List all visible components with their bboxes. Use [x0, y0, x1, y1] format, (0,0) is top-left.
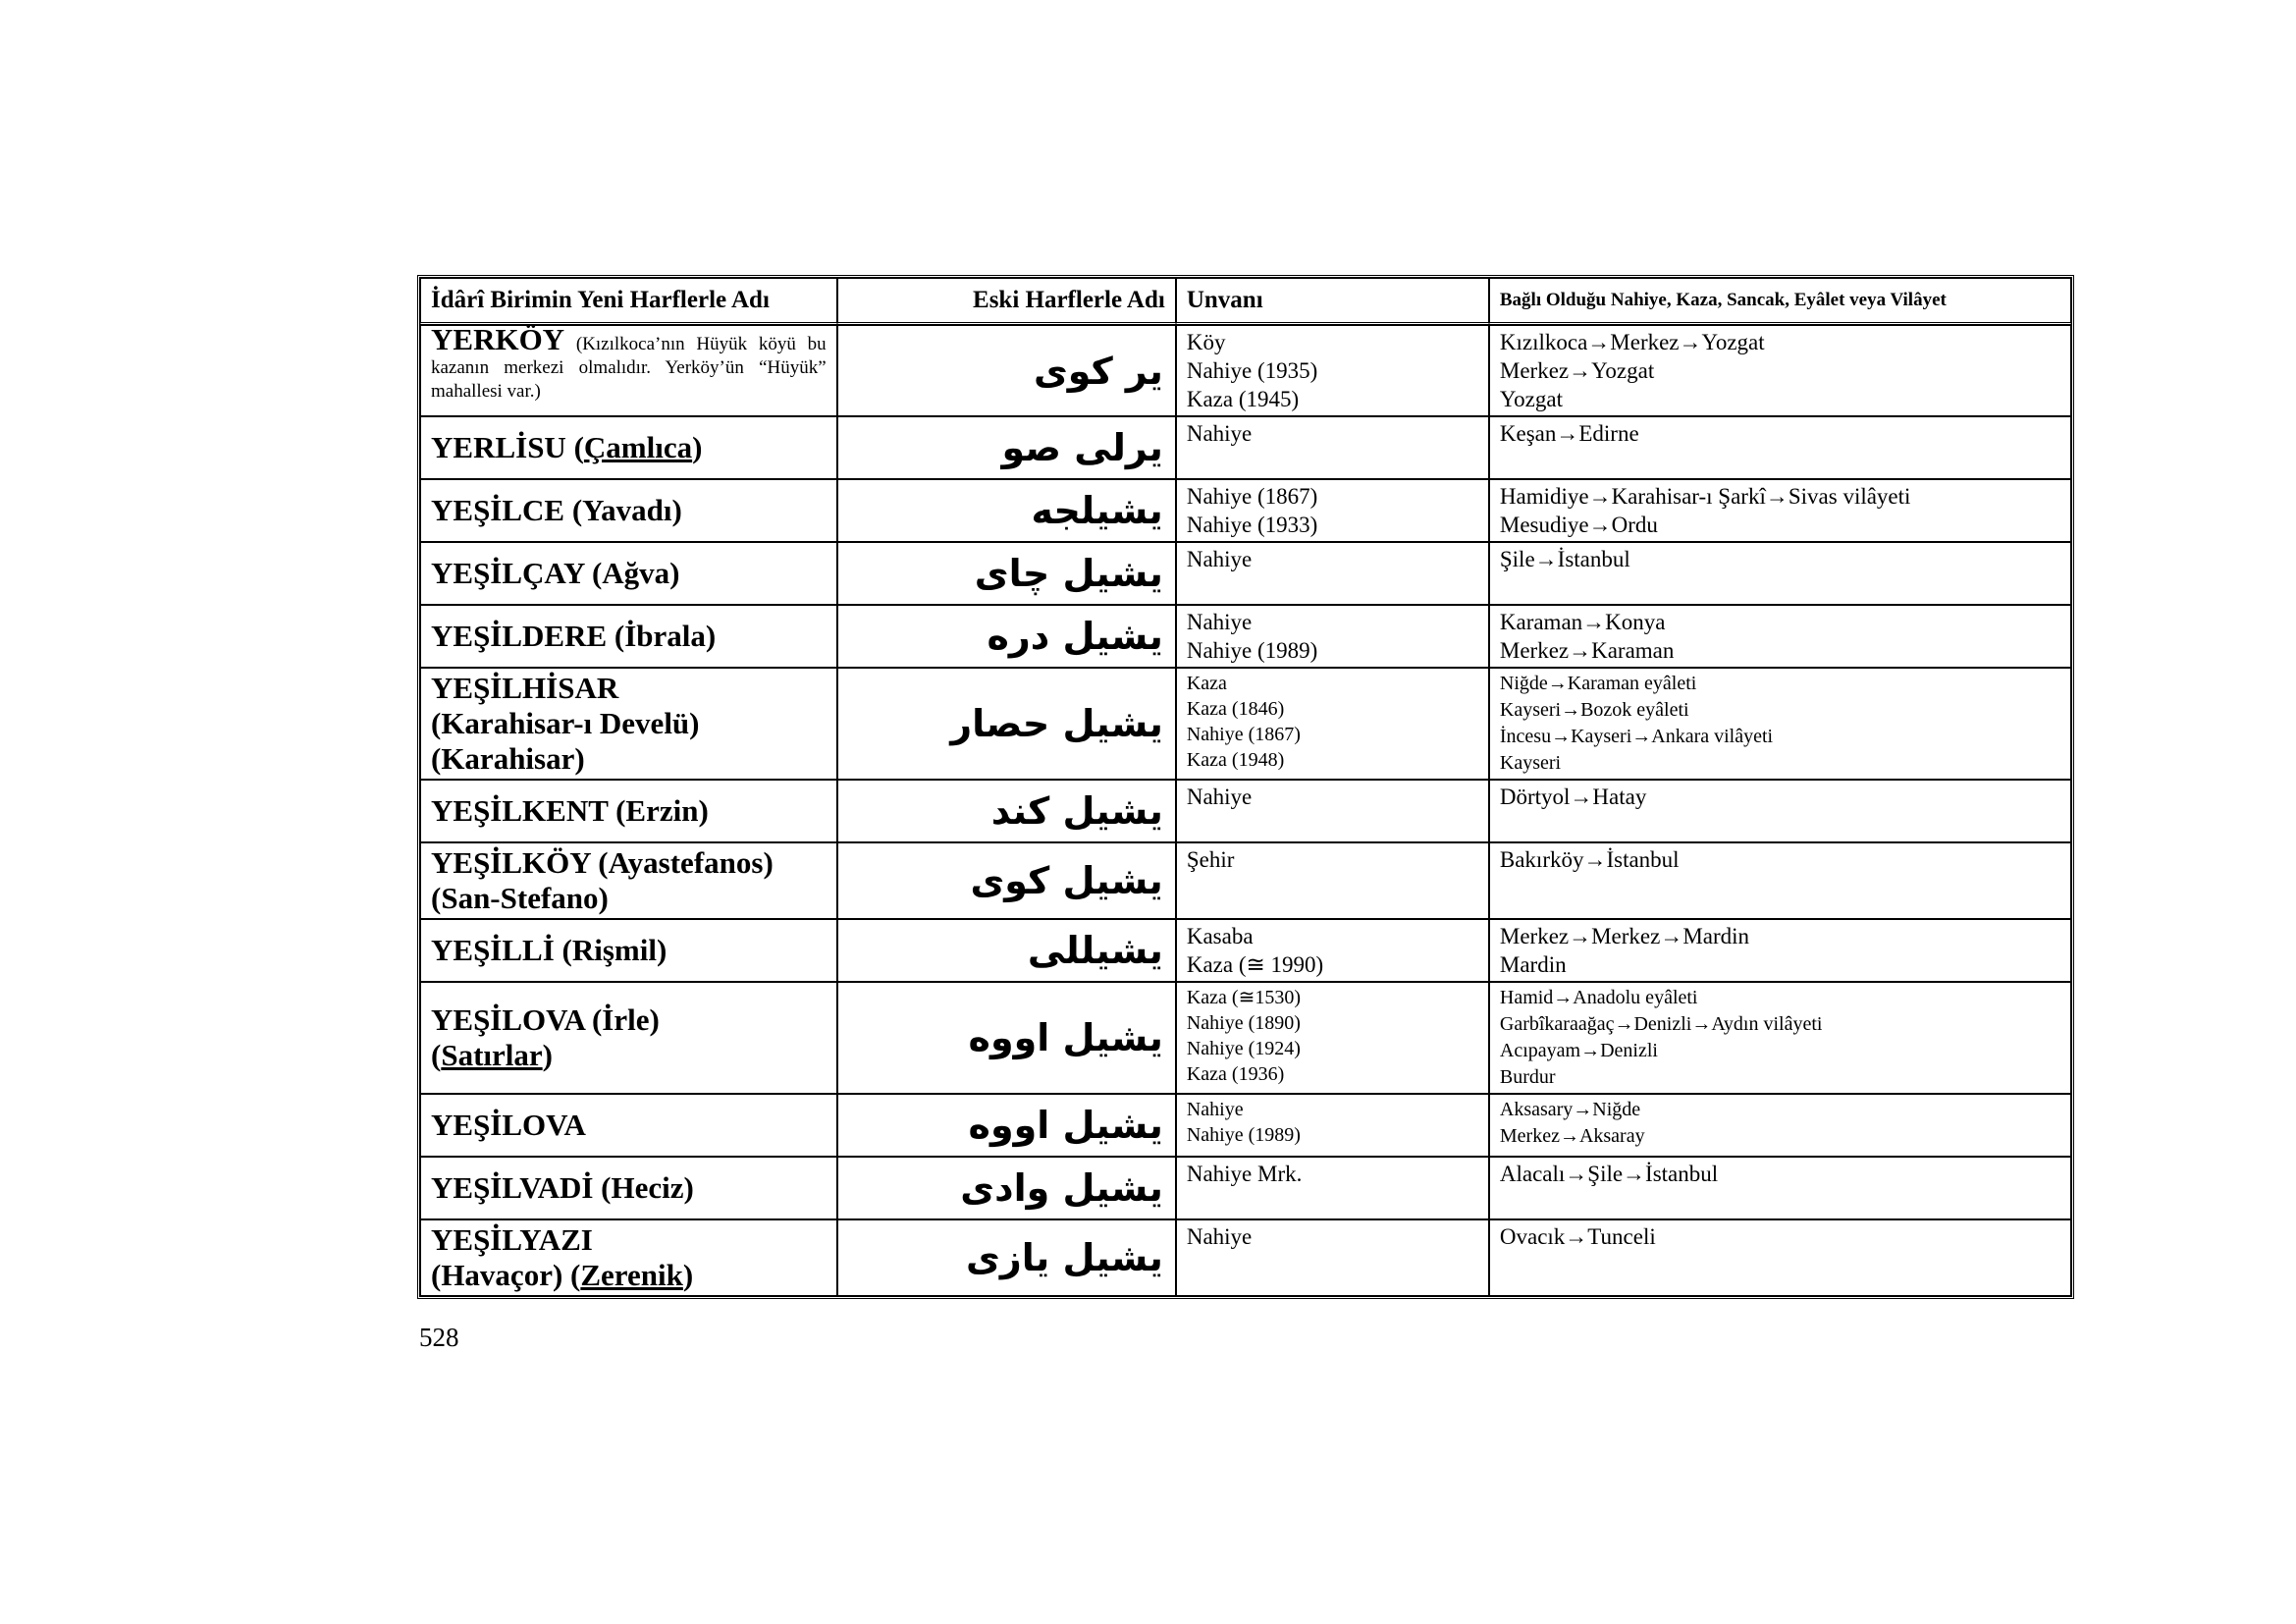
- table-row: [420, 842, 2071, 919]
- title-cell: Nahiye: [1176, 542, 1489, 605]
- affiliation-cell: Niğde→Karaman eyâleti Kayseri→Bozok eyâleti İncesu→Kayseri→Ankara vilâyeti Kayseri: [1489, 668, 2071, 780]
- title-cell: Kasaba Kaza (≅ 1990): [1176, 919, 1489, 982]
- table-row: [420, 542, 2071, 605]
- affiliation-cell: Keşan→Edirne: [1489, 416, 2071, 479]
- old-name-cell: یر كوی: [837, 325, 1176, 416]
- affiliation-cell: Karaman→Konya Merkez→Karaman: [1489, 605, 2071, 668]
- gazetteer-table-container: [417, 275, 2074, 1299]
- old-name-cell: یشیللی: [837, 919, 1176, 982]
- affiliation-cell: Kızılkoca→Merkez→Yozgat Merkez→Yozgat Yozgat: [1489, 325, 2071, 416]
- title-cell: Nahiye Nahiye (1989): [1176, 605, 1489, 668]
- affiliation-cell: Alacalı→Şile→İstanbul: [1489, 1157, 2071, 1219]
- old-name-cell: یشیل كند: [837, 780, 1176, 842]
- table-row: [420, 416, 2071, 479]
- new-name-cell: YERLİSU (Çamlıca): [420, 416, 837, 479]
- title-cell: Köy Nahiye (1935) Kaza (1945): [1176, 325, 1489, 416]
- old-name-cell: یشیل دره: [837, 605, 1176, 668]
- affiliation-cell: Aksasary→Niğde Merkez→Aksaray: [1489, 1094, 2071, 1157]
- new-name-cell: YEŞİLVADİ (Heciz): [420, 1157, 837, 1219]
- header-old-name: Eski Harflerle Adı: [837, 278, 1176, 325]
- title-cell: Nahiye Nahiye (1989): [1176, 1094, 1489, 1157]
- new-name-cell: YEŞİLLİ (Rişmil): [420, 919, 837, 982]
- title-cell: Nahiye: [1176, 416, 1489, 479]
- new-name-cell: YEŞİLÇAY (Ağva): [420, 542, 837, 605]
- new-name-cell: [420, 322, 837, 416]
- table-row: [420, 668, 2071, 780]
- affiliation-cell: Hamid→Anadolu eyâleti Garbîkaraağaç→Denizli→Aydın vilâyeti Acıpayam→Denizli Burdur: [1489, 982, 2071, 1094]
- affiliation-cell: Bakırköy→İstanbul: [1489, 842, 2071, 919]
- name-note: (Kızılkoca’nın Hüyük köyü bu kazanın merkezi olmalıdır. Yerköy’ün “Hüyük” mahallesi var.): [431, 334, 827, 402]
- table-header-row: [420, 278, 2071, 325]
- title-cell: Kaza Kaza (1846) Nahiye (1867) Kaza (1948): [1176, 668, 1489, 780]
- affiliation-cell: Hamidiye→Karahisar-ı Şarkî→Sivas vilâyeti Mesudiye→Ordu: [1489, 479, 2071, 542]
- table-row: [420, 605, 2071, 668]
- table-row: [420, 982, 2071, 1094]
- table-row: [420, 325, 2071, 416]
- old-name-cell: یشیل یازی: [837, 1219, 1176, 1296]
- title-cell: Nahiye Mrk.: [1176, 1157, 1489, 1219]
- old-name-cell: یشیل كوی: [837, 842, 1176, 919]
- old-name-cell: یشیل وادی: [837, 1157, 1176, 1219]
- table-row: [420, 919, 2071, 982]
- table-row: [420, 479, 2071, 542]
- new-name-cell: YEŞİLCE (Yavadı): [420, 479, 837, 542]
- title-cell: Nahiye: [1176, 1219, 1489, 1296]
- old-name-cell: یشیلجه: [837, 479, 1176, 542]
- title-cell: Şehir: [1176, 842, 1489, 919]
- title-cell: Nahiye (1867) Nahiye (1933): [1176, 479, 1489, 542]
- old-name-cell: یشیل چای: [837, 542, 1176, 605]
- table-row: [420, 780, 2071, 842]
- gazetteer-table: [417, 275, 2074, 1299]
- new-name-cell: YEŞİLOVA (İrle) (Satırlar): [420, 982, 837, 1094]
- affiliation-cell: Dörtyol→Hatay: [1489, 780, 2071, 842]
- page-number: 528: [419, 1323, 459, 1352]
- old-name-cell: یشیل اووه: [837, 982, 1176, 1094]
- header-affiliation: Bağlı Olduğu Nahiye, Kaza, Sancak, Eyâlet veya Vilâyet: [1489, 278, 2071, 325]
- new-name-cell: YEŞİLYAZI (Havaçor) (Zerenik): [420, 1219, 837, 1296]
- title-cell: Kaza (≅1530) Nahiye (1890) Nahiye (1924) Kaza (1936): [1176, 982, 1489, 1094]
- old-name-cell: یشیل حصار: [837, 668, 1176, 780]
- table-row: [420, 1094, 2071, 1157]
- header-title: Unvanı: [1176, 278, 1489, 325]
- affiliation-cell: Ovacık→Tunceli: [1489, 1219, 2071, 1296]
- new-name-cell: YEŞİLKENT (Erzin): [420, 780, 837, 842]
- new-name-cell: YEŞİLOVA: [420, 1094, 837, 1157]
- new-name-cell: YEŞİLHİSAR (Karahisar-ı Develü) (Karahisar): [420, 668, 837, 780]
- affiliation-cell: Merkez→Merkez→Mardin Mardin: [1489, 919, 2071, 982]
- title-cell: Nahiye: [1176, 780, 1489, 842]
- table-row: [420, 1157, 2071, 1219]
- new-name-cell: YEŞİLKÖY (Ayastefanos) (San-Stefano): [420, 842, 837, 919]
- table-row: [420, 1219, 2071, 1296]
- affiliation-cell: Şile→İstanbul: [1489, 542, 2071, 605]
- new-name-cell: YEŞİLDERE (İbrala): [420, 605, 837, 668]
- new-name: YERKÖY: [431, 322, 565, 356]
- old-name-cell: یرلی صو: [837, 416, 1176, 479]
- old-name-cell: یشیل اووه: [837, 1094, 1176, 1157]
- header-new-name: İdârî Birimin Yeni Harflerle Adı: [420, 278, 837, 325]
